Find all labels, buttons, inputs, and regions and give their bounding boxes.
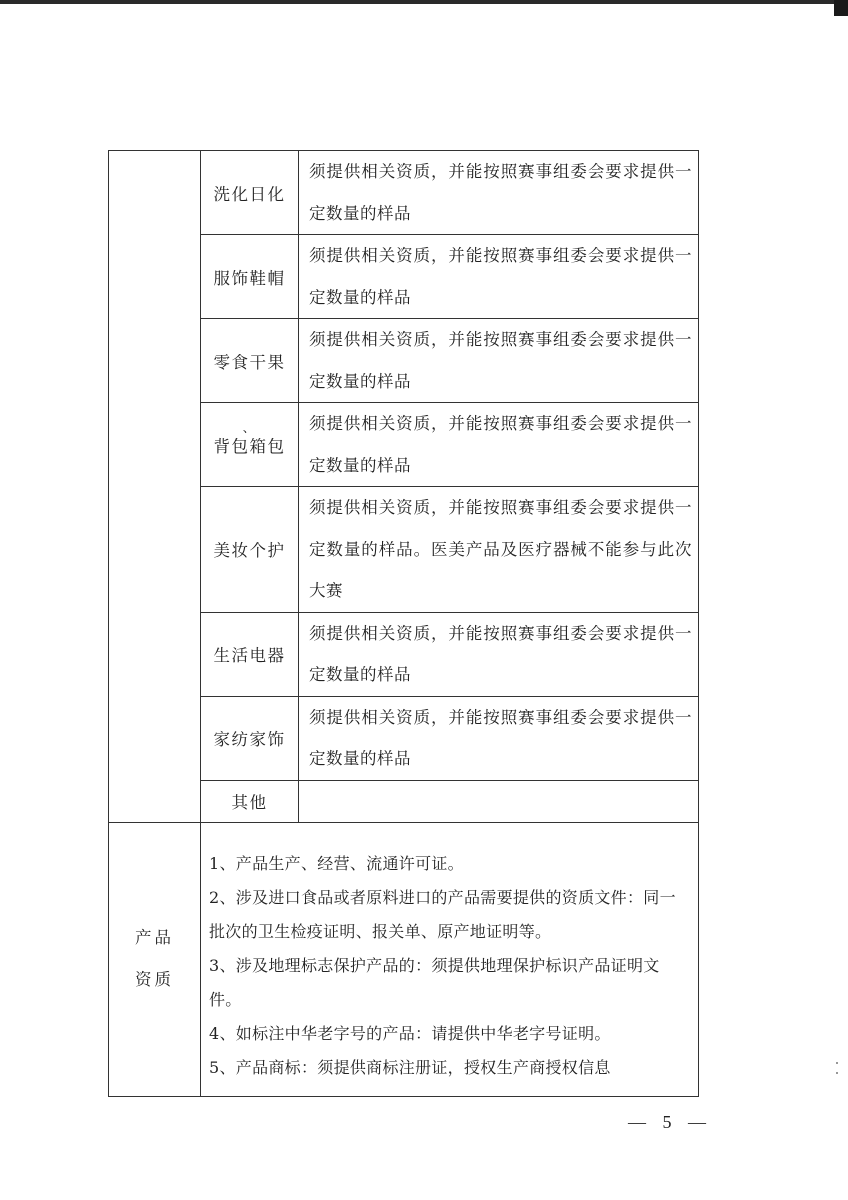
category-requirement: 须提供相关资质，并能按照赛事组委会要求提供一定数量的样品 <box>299 403 699 487</box>
list-item: 2、涉及进口食品或者原料进口的产品需要提供的资质文件：同一批次的卫生检疫证明、报关单、原产地证明等。 <box>209 888 676 941</box>
category-name: 其他 <box>201 780 299 822</box>
top-border-cap <box>834 0 848 16</box>
label-line: 资质 <box>135 970 174 989</box>
category-requirement <box>299 780 699 822</box>
category-name: 生活电器 <box>201 612 299 696</box>
qualification-table <box>108 150 699 1097</box>
table-row <box>109 151 699 235</box>
category-requirement: 须提供相关资质，并能按照赛事组委会要求提供一定数量的样品 <box>299 235 699 319</box>
category-name: 服饰鞋帽 <box>201 235 299 319</box>
blank-merged-cell <box>109 151 201 823</box>
list-item: 3、涉及地理标志保护产品的：须提供地理保护标识产品证明文件。 <box>209 956 660 1009</box>
category-requirement: 须提供相关资质，并能按照赛事组委会要求提供一定数量的样品 <box>299 696 699 780</box>
top-border-rule <box>0 0 848 4</box>
scan-speck <box>836 1072 838 1074</box>
table-row <box>109 822 699 1096</box>
category-cell <box>201 403 299 487</box>
category-name: 零食干果 <box>201 319 299 403</box>
category-requirement: 须提供相关资质，并能按照赛事组委会要求提供一定数量的样品。医美产品及医疗器械不能参与此次大赛 <box>299 487 699 613</box>
category-requirement: 须提供相关资质，并能按照赛事组委会要求提供一定数量的样品 <box>299 612 699 696</box>
page-number: — 5 — <box>628 1112 712 1132</box>
category-requirement: 须提供相关资质，并能按照赛事组委会要求提供一定数量的样品 <box>299 319 699 403</box>
list-item: 5、产品商标：须提供商标注册证，授权生产商授权信息 <box>209 1058 611 1077</box>
list-item: 1、产品生产、经营、流通许可证。 <box>209 854 464 873</box>
category-name: 洗化日化 <box>201 151 299 235</box>
product-qualification-items <box>201 822 699 1096</box>
category-name: 美妆个护 <box>201 487 299 613</box>
category-name: 家纺家饰 <box>201 696 299 780</box>
stray-mark: 、 <box>242 420 257 435</box>
category-requirement: 须提供相关资质，并能按照赛事组委会要求提供一定数量的样品 <box>299 151 699 235</box>
scan-speck <box>836 1062 838 1064</box>
list-item: 4、如标注中华老字号的产品：请提供中华老字号证明。 <box>209 1024 611 1043</box>
product-qualification-label <box>109 822 201 1096</box>
label-line: 产品 <box>135 928 174 947</box>
category-name: 背包箱包 <box>213 436 286 456</box>
